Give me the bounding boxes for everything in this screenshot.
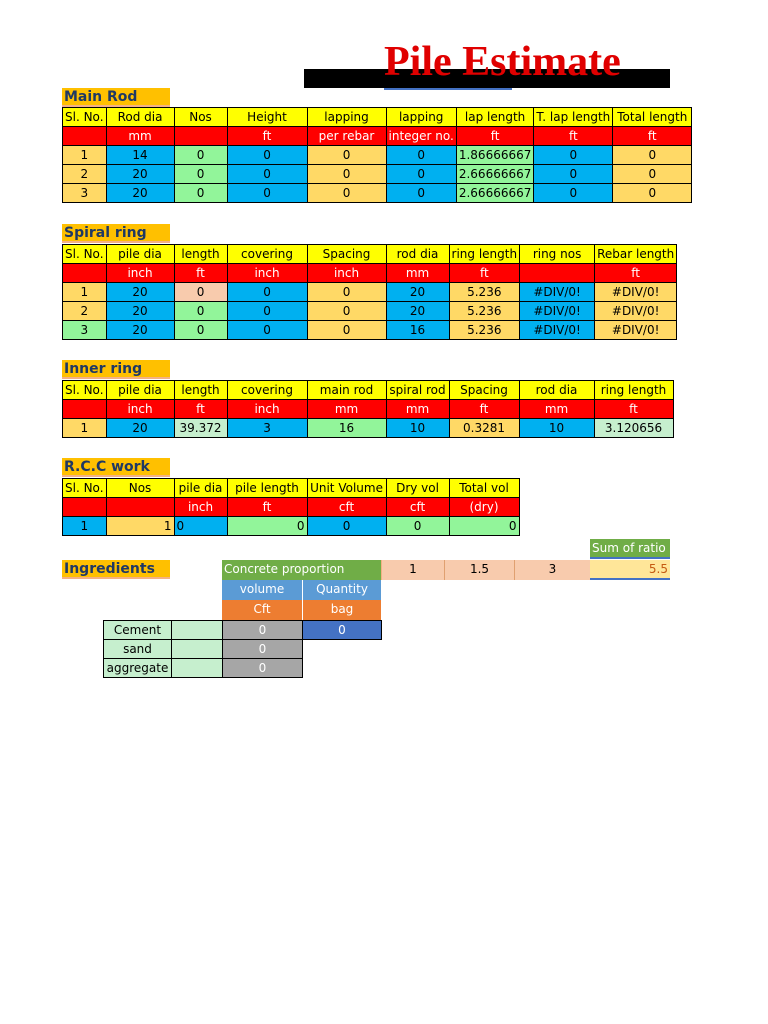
unit-cell: inch <box>227 264 307 283</box>
table-row <box>63 146 692 165</box>
table-cell[interactable]: 10 <box>519 419 594 438</box>
table-cell[interactable]: 0 <box>174 283 227 302</box>
unit-cell <box>63 498 107 517</box>
unit-cell: ft <box>456 127 534 146</box>
header-cell: length <box>174 245 227 264</box>
table-cell[interactable]: 5.236 <box>449 302 520 321</box>
table-cell[interactable]: #DIV/0! <box>520 302 595 321</box>
table-cell[interactable]: 2.66666667 <box>456 165 534 184</box>
table-cell[interactable]: 2 <box>63 302 107 321</box>
unit-cell: inch <box>307 264 386 283</box>
header-cell: Rod dia <box>106 108 174 127</box>
table-cell[interactable]: 0 <box>174 321 227 340</box>
unit-cell: mm <box>386 400 449 419</box>
ingredient-name: aggregate <box>104 659 172 678</box>
table-cell[interactable]: 0 <box>307 165 386 184</box>
table-header-row <box>63 479 520 498</box>
header-cell: rod dia <box>519 381 594 400</box>
table-cell[interactable]: 0 <box>534 146 613 165</box>
main-rod-table <box>62 107 692 203</box>
table-unit-row <box>63 264 677 283</box>
table-cell[interactable]: 1 <box>63 283 107 302</box>
table-cell[interactable]: 0.3281 <box>449 419 519 438</box>
header-cell: spiral rod <box>386 381 449 400</box>
table-cell[interactable]: 5.236 <box>449 283 520 302</box>
unit-cell: inch <box>106 264 174 283</box>
header-cell: pile length <box>227 479 307 498</box>
table-cell[interactable]: 0 <box>613 146 692 165</box>
table-cell[interactable]: 0 <box>174 517 227 536</box>
table-unit-row <box>63 498 520 517</box>
empty-cell <box>303 640 382 659</box>
table-cell[interactable]: 2.66666667 <box>456 184 534 203</box>
table-cell[interactable]: 0 <box>386 146 456 165</box>
table-cell[interactable]: 1 <box>106 517 174 536</box>
rcc-work-table <box>62 478 520 536</box>
table-row <box>63 165 692 184</box>
table-cell[interactable]: 39.372 <box>174 419 227 438</box>
table-cell[interactable]: 20 <box>106 302 174 321</box>
unit-cell: ft <box>174 400 227 419</box>
table-cell[interactable]: 0 <box>307 283 386 302</box>
table-cell[interactable]: 0 <box>307 321 386 340</box>
section-heading-ingredients: Ingredients <box>62 560 170 579</box>
proportion-cement[interactable]: 1 <box>381 560 444 580</box>
unit-cell: ft <box>449 400 519 419</box>
table-cell[interactable]: 16 <box>386 321 449 340</box>
table-unit-row <box>63 400 674 419</box>
table-cell[interactable]: #DIV/0! <box>520 321 595 340</box>
section-heading-inner-ring: Inner ring <box>62 360 170 379</box>
table-row <box>63 302 677 321</box>
section-heading-rcc-work: R.C.C work <box>62 458 170 477</box>
ingredient-name: Cement <box>104 621 172 640</box>
header-cell: lapping <box>307 108 386 127</box>
table-cell[interactable]: 20 <box>386 302 449 321</box>
table-row <box>63 419 674 438</box>
header-cell: Nos <box>106 479 174 498</box>
table-cell[interactable]: 0 <box>227 321 307 340</box>
header-cell: Total length <box>613 108 692 127</box>
table-cell[interactable]: 1 <box>63 517 107 536</box>
header-cell: ring nos <box>520 245 595 264</box>
proportion-sand[interactable]: 1.5 <box>444 560 514 580</box>
header-cell: Rebar length <box>595 245 677 264</box>
header-cell: Height <box>227 108 307 127</box>
inner-ring-table <box>62 380 674 438</box>
table-cell[interactable]: 0 <box>534 165 613 184</box>
header-cell: Spacing <box>307 245 386 264</box>
table-header-row <box>63 245 677 264</box>
table-cell[interactable]: 0 <box>307 517 386 536</box>
section-heading-main-rod: Main Rod <box>62 88 170 107</box>
table-cell[interactable]: 0 <box>386 184 456 203</box>
header-cell: T. lap length <box>534 108 613 127</box>
unit-cell <box>520 264 595 283</box>
table-cell[interactable]: 1.86666667 <box>456 146 534 165</box>
proportion-aggregate[interactable]: 3 <box>514 560 590 580</box>
table-cell[interactable]: 0 <box>613 165 692 184</box>
table-cell[interactable]: 0 <box>386 517 449 536</box>
unit-cell: mm <box>106 127 174 146</box>
volume-header: volume <box>222 580 302 600</box>
ingredient-spacer <box>172 659 223 678</box>
unit-cell: ft <box>449 264 520 283</box>
spiral-ring-table <box>62 244 677 340</box>
header-cell: covering <box>227 245 307 264</box>
table-cell[interactable]: 0 <box>174 302 227 321</box>
table-cell[interactable]: 0 <box>174 165 227 184</box>
unit-cell <box>63 400 107 419</box>
table-cell[interactable]: #DIV/0! <box>520 283 595 302</box>
table-cell[interactable]: 14 <box>106 146 174 165</box>
table-cell[interactable]: 20 <box>106 321 174 340</box>
table-cell[interactable]: 0 <box>227 184 307 203</box>
header-cell: covering <box>227 381 307 400</box>
empty-cell <box>303 659 382 678</box>
unit-cell: ft <box>174 264 227 283</box>
quantity-header: Quantity <box>302 580 381 600</box>
unit-cell: mm <box>307 400 386 419</box>
unit-cell: inch <box>106 400 174 419</box>
concrete-proportion-label: Concrete proportion <box>222 560 381 580</box>
table-cell[interactable]: 20 <box>106 165 174 184</box>
ingredient-spacer <box>172 640 223 659</box>
title-underline <box>384 88 512 90</box>
table-cell[interactable]: 0 <box>227 146 307 165</box>
table-cell[interactable]: 0 <box>386 165 456 184</box>
table-cell[interactable]: 0 <box>227 283 307 302</box>
unit-cell: ft <box>613 127 692 146</box>
table-cell[interactable]: #DIV/0! <box>595 321 677 340</box>
ingredient-volume[interactable]: 0 <box>223 640 303 659</box>
table-cell[interactable]: 0 <box>174 184 227 203</box>
table-cell[interactable]: 0 <box>307 184 386 203</box>
table-row <box>104 640 382 659</box>
ingredient-name: sand <box>104 640 172 659</box>
table-row <box>63 283 677 302</box>
unit-cell: inch <box>174 498 227 517</box>
table-header-row <box>63 108 692 127</box>
table-header-row <box>63 381 674 400</box>
table-cell[interactable]: 0 <box>534 184 613 203</box>
table-row <box>63 184 692 203</box>
header-cell: ring length <box>594 381 673 400</box>
table-cell[interactable]: 3 <box>227 419 307 438</box>
table-cell[interactable]: 20 <box>106 184 174 203</box>
unit-cell: ft <box>534 127 613 146</box>
sum-of-ratio-label: Sum of ratio <box>590 539 670 559</box>
header-cell: pile dia <box>106 381 174 400</box>
unit-cell: inch <box>227 400 307 419</box>
table-cell[interactable]: 5.236 <box>449 321 520 340</box>
table-cell[interactable]: 0 <box>227 165 307 184</box>
table-cell[interactable]: 2 <box>63 165 107 184</box>
header-cell: rod dia <box>386 245 449 264</box>
section-heading-spiral-ring: Spiral ring <box>62 224 170 243</box>
header-cell: Dry vol <box>386 479 449 498</box>
ingredient-spacer <box>172 621 223 640</box>
header-cell: pile dia <box>106 245 174 264</box>
table-row <box>63 321 677 340</box>
table-cell[interactable]: 0 <box>174 146 227 165</box>
table-row <box>63 517 520 536</box>
ingredient-volume[interactable]: 0 <box>223 659 303 678</box>
unit-cell: ft <box>227 127 307 146</box>
header-cell: ring length <box>449 245 520 264</box>
header-cell: Sl. No. <box>63 479 107 498</box>
ingredients-table <box>103 620 382 678</box>
table-row <box>104 659 382 678</box>
header-cell: lap length <box>456 108 534 127</box>
ingredient-quantity[interactable]: 0 <box>303 621 382 640</box>
table-cell[interactable]: 20 <box>106 283 174 302</box>
unit-cell <box>106 498 174 517</box>
unit-cell <box>174 127 227 146</box>
table-row <box>104 621 382 640</box>
unit-cell: cft <box>386 498 449 517</box>
table-unit-row <box>63 127 692 146</box>
quantity-unit: bag <box>302 600 381 620</box>
ingredient-volume[interactable]: 0 <box>223 621 303 640</box>
page-title: Pile Estimate <box>384 39 621 85</box>
unit-cell: ft <box>595 264 677 283</box>
header-cell: Sl. No. <box>63 245 107 264</box>
unit-cell: (dry) <box>449 498 519 517</box>
header-cell: Total vol <box>449 479 519 498</box>
volume-unit: Cft <box>222 600 302 620</box>
unit-cell: ft <box>594 400 673 419</box>
table-cell[interactable]: 3.120656 <box>594 419 673 438</box>
table-cell[interactable]: 0 <box>307 146 386 165</box>
table-cell[interactable]: 16 <box>307 419 386 438</box>
unit-cell: per rebar <box>307 127 386 146</box>
table-cell[interactable]: 0 <box>227 517 307 536</box>
sum-of-ratio-value: 5.5 <box>590 560 670 580</box>
header-cell: lapping <box>386 108 456 127</box>
header-cell: Spacing <box>449 381 519 400</box>
header-cell: Sl. No. <box>63 381 107 400</box>
table-cell[interactable]: 0 <box>449 517 519 536</box>
header-cell: Nos <box>174 108 227 127</box>
unit-cell <box>63 127 107 146</box>
unit-cell: mm <box>519 400 594 419</box>
header-cell: Unit Volume <box>307 479 386 498</box>
table-cell[interactable]: 0 <box>227 302 307 321</box>
header-cell: Sl. No. <box>63 108 107 127</box>
table-cell[interactable]: 20 <box>106 419 174 438</box>
table-cell[interactable]: 3 <box>63 321 107 340</box>
unit-cell: ft <box>227 498 307 517</box>
table-cell[interactable]: 0 <box>307 302 386 321</box>
unit-cell: mm <box>386 264 449 283</box>
table-cell[interactable]: 20 <box>386 283 449 302</box>
table-cell[interactable]: 1 <box>63 419 107 438</box>
table-cell[interactable]: #DIV/0! <box>595 302 677 321</box>
unit-cell: integer no. <box>386 127 456 146</box>
table-cell[interactable]: #DIV/0! <box>595 283 677 302</box>
header-cell: length <box>174 381 227 400</box>
table-cell[interactable]: 0 <box>613 184 692 203</box>
table-cell[interactable]: 1 <box>63 146 107 165</box>
header-cell: main rod <box>307 381 386 400</box>
header-cell: pile dia <box>174 479 227 498</box>
table-cell[interactable]: 3 <box>63 184 107 203</box>
table-cell[interactable]: 10 <box>386 419 449 438</box>
unit-cell <box>63 264 107 283</box>
unit-cell: cft <box>307 498 386 517</box>
